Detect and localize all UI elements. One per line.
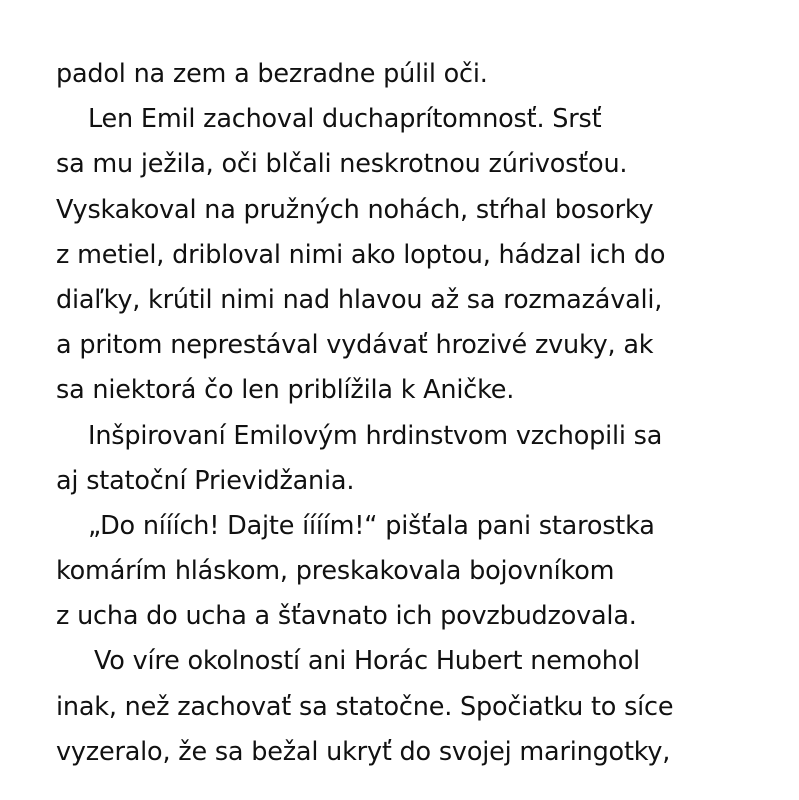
text-line: komárím hláskom, preskakovala bojovníkom (56, 556, 615, 587)
text-line: Vyskakoval na pružných nohách, stŕhal bosorky (56, 194, 654, 225)
text-line: z metiel, dribloval nimi ako loptou, hádzal ich do (56, 239, 666, 270)
text-line: sa mu ježila, oči blčali neskrotnou zúrivosťou. (56, 149, 628, 180)
paragraph-start-line: „Do nííích! Dajte íííím!“ pišťala pani starostka (88, 510, 655, 541)
text-line: padol na zem a bezradne púlil oči. (56, 59, 488, 89)
text-line: z ucha do ucha a šťavnato ich povzbudzovala. (56, 601, 637, 632)
text-line: aj statoční Prievidžania. (56, 465, 355, 496)
paragraph-start-line: Inšpirovaní Emilovým hrdinstvom vzchopili sa (88, 420, 663, 451)
paragraph-start-line: Vo víre okolností ani Horác Hubert nemohol (94, 646, 640, 677)
text-line: a pritom neprestával vydávať hrozivé zvuky, ak (56, 330, 654, 361)
text-line: vyzeralo, že sa bežal ukryť do svojej maringotky, (56, 736, 671, 767)
text-line: inak, než zachovať sa statočne. Spočiatku to síce (56, 691, 674, 722)
text-line: diaľky, krútil nimi nad hlavou až sa rozmazávali, (56, 284, 663, 315)
text-line: sa niektorá čo len priblížila k Aničke. (56, 375, 515, 406)
paragraph-start-line: Len Emil zachoval duchaprítomnosť. Srsť (88, 104, 602, 135)
page-text (56, 52, 756, 775)
